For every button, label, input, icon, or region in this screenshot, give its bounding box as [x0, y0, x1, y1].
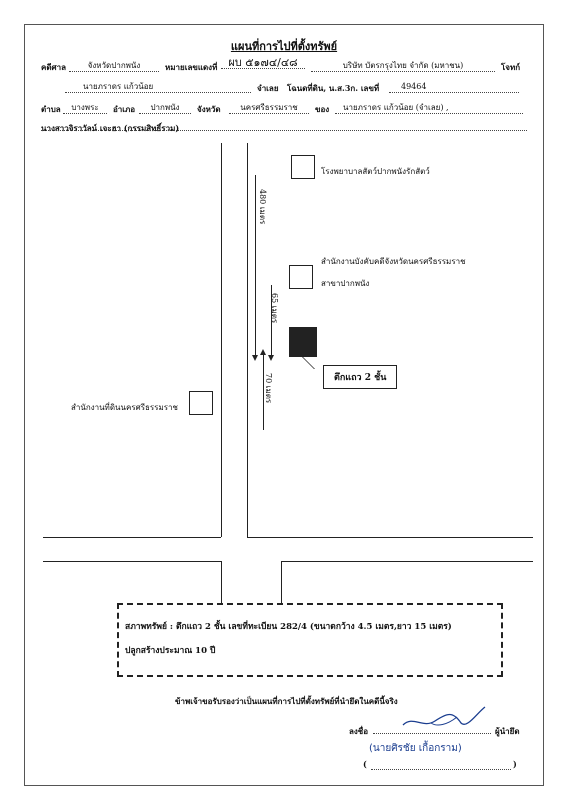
black-no-label: หมายเลขแดงที่ [165, 62, 218, 72]
crossroad-bottom-left [43, 561, 221, 562]
distance-70-label: 70 เมตร [264, 373, 273, 404]
case-label: คดีศาล [41, 62, 67, 72]
plaintiff-label: โจทก์ [501, 62, 521, 72]
property-status-box [117, 603, 503, 677]
signature-line [373, 721, 491, 734]
distance-480-label: 480 เมตร [258, 189, 267, 225]
of-label: ของ [315, 104, 330, 114]
enforcement-office-label-2: สาขาปากพนัง [321, 279, 370, 288]
plaintiff-company: บริษัท บัตรกรุงไทย จำกัด (มหาชน) [311, 60, 495, 72]
road-south-right [281, 561, 282, 605]
paren-open: ( [363, 759, 367, 769]
deed-number: 49464 [389, 81, 519, 93]
crossroad-top-right [281, 537, 533, 538]
case-value: จังหวัดปากพนัง [69, 60, 159, 72]
district-value: ปากพนัง [139, 102, 191, 114]
province-label: จังหวัด [197, 104, 221, 114]
signer-name: (นายศิรชัย เกื้อกราม) [369, 743, 462, 754]
road-left-edge [221, 143, 222, 537]
certify-statement: ข้าพเจ้าขอรับรองว่าเป็นแผนที่การไปที่ตั้งทรัพย์ที่นำยึดในคดีนี้จริง [175, 696, 398, 706]
enforcement-office-label-1: สำนักงานบังคับคดีจังหวัดนครศรีธรรมราช [321, 257, 466, 266]
arrow-480-head [252, 355, 258, 361]
subdistrict-value: บางพระ [63, 102, 107, 114]
crossroad-top-left [43, 537, 221, 538]
property-marker [289, 327, 317, 357]
owner-1: นายภราดร แก้วน้อย (จำเลย) , [335, 102, 523, 114]
sign-label: ลงชื่อ [349, 726, 369, 736]
road-south-left [221, 561, 222, 605]
status-line-1: สภาพทรัพย์ : ตึกแถว 2 ชั้น เลขที่ทะเบียน 282/4 (ขนาดกว้าง 4.5 เมตร,ยาว 15 เมตร) [125, 622, 452, 632]
crossroad-bottom-right [281, 561, 533, 562]
callout-pointer [300, 355, 335, 369]
document-title: แผนที่การไปที่ตั้งทรัพย์ [230, 40, 338, 53]
arrow-65-head [268, 355, 274, 361]
hospital-marker [291, 155, 315, 179]
district-label: อำเภอ [113, 104, 136, 114]
hospital-label: โรงพยาบาลสัตว์ปากพนังรักสัตว์ [321, 167, 430, 176]
road-right-edge [247, 143, 248, 537]
junction-link [247, 537, 281, 538]
land-office-label: สำนักงานที่ดินนครศรีธรรมราช [71, 403, 178, 412]
name-line [371, 759, 511, 770]
owner-2: นางสาวจิราวัลน์ เจะฮา (กรรมสิทธิ์รวม) [41, 123, 180, 133]
black-no-value: ผบ ๕๑๗๔/๔๘ [221, 57, 305, 69]
paren-close: ) [513, 759, 517, 769]
deed-label: โฉนดที่ดิน, น.ส.3ก. เลขที่ [287, 83, 380, 93]
defendant-name: นายภราดร แก้วน้อย [65, 81, 251, 93]
status-line-2: ปลูกสร้างประมาณ 10 ปี [125, 646, 216, 656]
signature-mark [373, 703, 491, 733]
role-label: ผู้นำยึด [495, 726, 520, 736]
property-callout: ตึกแถว 2 ชั้น [323, 365, 397, 389]
distance-65-label: 65 เมตร [270, 293, 279, 324]
province-value: นครศรีธรรมราช [229, 102, 309, 114]
enforcement-office-marker [289, 265, 313, 289]
subdistrict-label: ตำบล [41, 104, 61, 114]
land-office-marker [189, 391, 213, 415]
arrow-70-head [260, 349, 266, 355]
defendant-label: จำเลย [257, 83, 279, 93]
owner-2-underline [41, 128, 527, 131]
document-page [24, 24, 544, 786]
